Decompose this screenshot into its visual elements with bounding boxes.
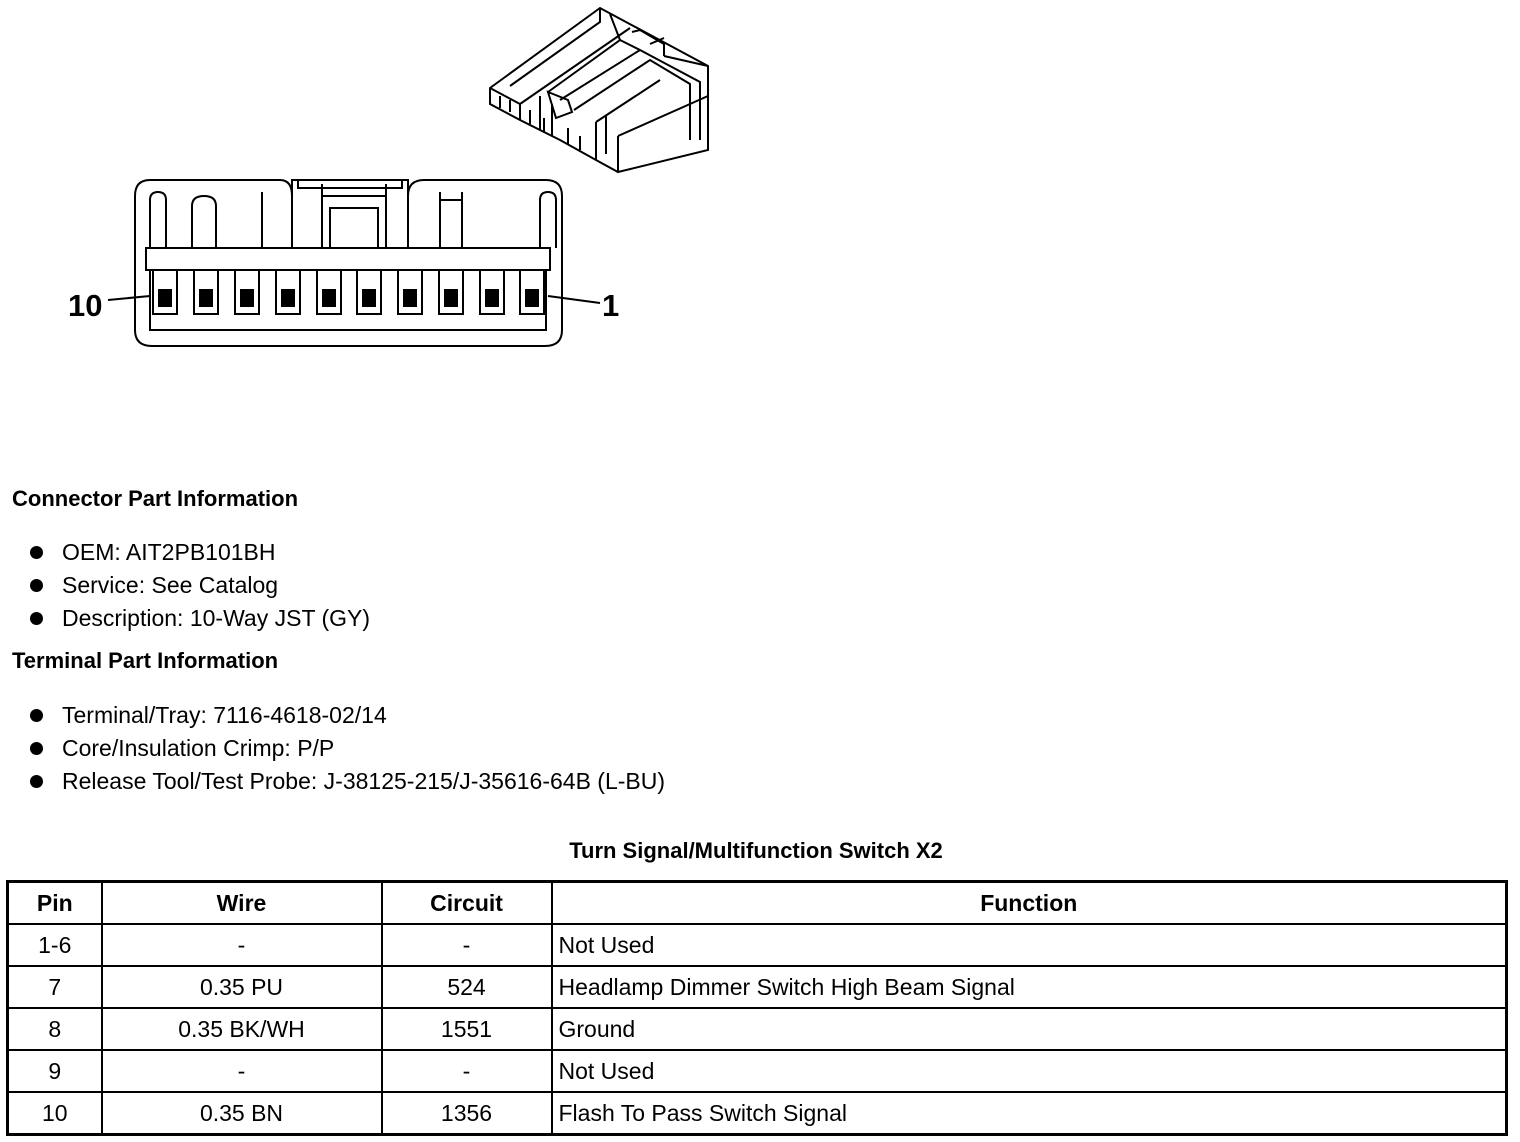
list-item: Service: See Catalog bbox=[28, 569, 370, 602]
cell-wire: 0.35 BK/WH bbox=[102, 1008, 382, 1050]
connector-part-info-title: Connector Part Information bbox=[12, 486, 299, 511]
cell-wire: - bbox=[102, 924, 382, 966]
cell-wire: 0.35 BN bbox=[102, 1092, 382, 1135]
list-item: OEM: AIT2PB101BH bbox=[28, 536, 370, 569]
connector-part-info-list bbox=[28, 536, 370, 635]
cell-circuit: 1551 bbox=[382, 1008, 552, 1050]
connector-drawing bbox=[0, 0, 760, 400]
bullet-icon bbox=[30, 546, 43, 559]
bullet-icon bbox=[30, 579, 43, 592]
cell-pin: 10 bbox=[8, 1092, 102, 1135]
header-circuit: Circuit bbox=[382, 882, 552, 925]
cell-pin: 1-6 bbox=[8, 924, 102, 966]
cell-function: Not Used bbox=[552, 1050, 1507, 1092]
cell-wire: 0.35 PU bbox=[102, 966, 382, 1008]
cell-function: Not Used bbox=[552, 924, 1507, 966]
table-row bbox=[8, 924, 1507, 966]
list-item: Core/Insulation Crimp: P/P bbox=[28, 732, 665, 765]
cell-function: Flash To Pass Switch Signal bbox=[552, 1092, 1507, 1135]
bullet-icon bbox=[30, 612, 43, 625]
table-header-row bbox=[8, 882, 1507, 925]
cell-pin: 7 bbox=[8, 966, 102, 1008]
cell-function: Ground bbox=[552, 1008, 1507, 1050]
cell-circuit: - bbox=[382, 924, 552, 966]
pin-10-label: 10 bbox=[68, 288, 103, 323]
list-item: Description: 10-Way JST (GY) bbox=[28, 602, 370, 635]
pin-1-leader-line bbox=[548, 296, 600, 303]
bullet-icon bbox=[30, 742, 43, 755]
connector-front-view bbox=[135, 180, 562, 346]
pinout-table bbox=[6, 880, 1508, 1136]
terminal-part-info-title: Terminal Part Information bbox=[12, 648, 279, 673]
terminal-part-info-list bbox=[28, 699, 665, 798]
bullet-icon bbox=[30, 709, 43, 722]
connector-diagram bbox=[0, 0, 760, 400]
table-row bbox=[8, 1050, 1507, 1092]
bullet-icon bbox=[30, 775, 43, 788]
cell-circuit: 1356 bbox=[382, 1092, 552, 1135]
table-row bbox=[8, 1008, 1507, 1050]
cell-circuit: - bbox=[382, 1050, 552, 1092]
cell-function: Headlamp Dimmer Switch High Beam Signal bbox=[552, 966, 1507, 1008]
list-item: Terminal/Tray: 7116-4618-02/14 bbox=[28, 699, 665, 732]
cell-circuit: 524 bbox=[382, 966, 552, 1008]
table-row bbox=[8, 1092, 1507, 1135]
header-pin: Pin bbox=[8, 882, 102, 925]
pin-1-label: 1 bbox=[602, 288, 620, 323]
header-wire: Wire bbox=[102, 882, 382, 925]
pin-cavities bbox=[153, 270, 544, 314]
list-item: Release Tool/Test Probe: J-38125-215/J-35616-64B (L-BU) bbox=[28, 765, 665, 798]
cell-pin: 8 bbox=[8, 1008, 102, 1050]
cell-wire: - bbox=[102, 1050, 382, 1092]
connector-isometric-view bbox=[490, 8, 708, 172]
table-row bbox=[8, 966, 1507, 1008]
cell-pin: 9 bbox=[8, 1050, 102, 1092]
header-function: Function bbox=[552, 882, 1507, 925]
table-title: Turn Signal/Multifunction Switch X2 bbox=[569, 838, 943, 863]
pin-10-leader-line bbox=[108, 296, 150, 300]
